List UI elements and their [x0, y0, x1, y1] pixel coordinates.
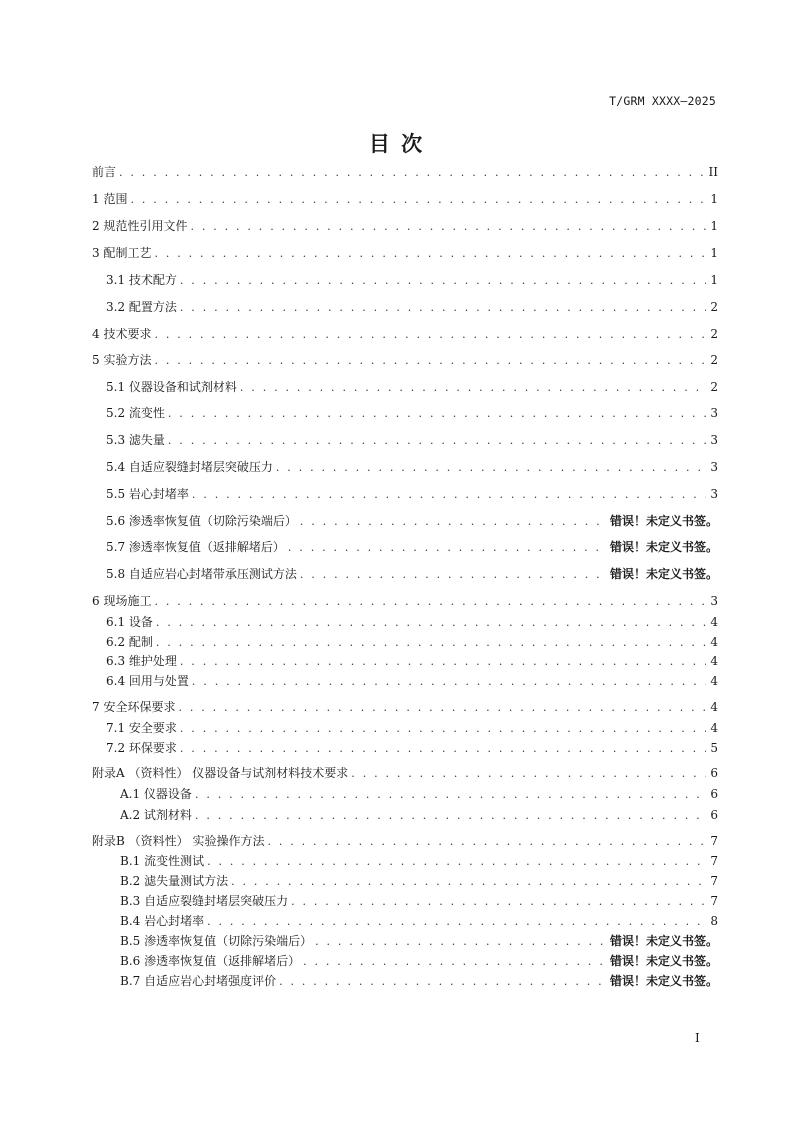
toc-entry[interactable]	[106, 652, 718, 670]
toc-dot-leader	[300, 513, 606, 530]
toc-dot-leader	[267, 833, 706, 850]
toc-entry-page: 错误！未定义书签。	[609, 567, 718, 581]
toc-entry[interactable]	[106, 633, 718, 651]
toc-entry-page: 错误！未定义书签。	[609, 934, 718, 948]
toc-entry[interactable]	[92, 832, 718, 850]
toc-dot-leader	[168, 432, 706, 449]
toc-entry[interactable]	[120, 972, 718, 990]
toc-entry-label: 3.2 配置方法	[106, 300, 177, 314]
toc-entry[interactable]	[92, 217, 718, 235]
toc-entry-label: 5.1 仪器设备和试剂材料	[106, 380, 237, 394]
toc-entry[interactable]	[92, 351, 718, 369]
toc-dot-leader	[300, 566, 606, 583]
toc-dot-leader	[178, 699, 706, 716]
toc-entry-page: 3	[710, 594, 718, 608]
toc-entry-page: 7	[710, 854, 718, 868]
toc-entry-page: 6	[710, 766, 718, 780]
toc-dot-leader	[154, 326, 706, 343]
toc-dot-leader	[192, 486, 706, 503]
toc-dot-leader	[279, 973, 606, 990]
toc-entry-label: B.5 渗透率恢复值（切除污染端后）	[120, 934, 313, 948]
toc-entry-label: 5.8 自适应岩心封堵带承压测试方法	[106, 567, 297, 581]
toc-entry-label: 4 技术要求	[92, 327, 152, 341]
toc-entry-label: 3.1 技术配方	[106, 273, 177, 287]
toc-entry-page: 错误！未定义书签。	[609, 974, 718, 988]
toc-dot-leader	[207, 913, 706, 930]
toc-dot-leader	[154, 593, 706, 610]
toc-entry-label: A.2 试剂材料	[120, 808, 192, 822]
toc-entry[interactable]	[120, 912, 718, 930]
toc-dot-leader	[180, 653, 706, 670]
toc-entry[interactable]	[106, 719, 718, 737]
toc-entry-label: B.6 渗透率恢复值（返排解堵后）	[120, 954, 301, 968]
toc-entry-page: 4	[710, 721, 718, 735]
toc-entry-label: 5 实验方法	[92, 353, 152, 367]
toc-entry-page: 2	[710, 353, 718, 367]
toc-entry-label: 附录B （资料性） 实验操作方法	[92, 834, 265, 848]
toc-entry-page: 8	[710, 914, 718, 928]
toc-entry-page: 3	[710, 460, 718, 474]
toc-entry-label: 3 配制工艺	[92, 246, 152, 260]
toc-entry-page: 5	[710, 741, 718, 755]
toc-entry[interactable]	[120, 806, 718, 824]
toc-entry[interactable]	[92, 592, 718, 610]
toc-entry-label: 7.2 环保要求	[106, 741, 177, 755]
toc-entry[interactable]	[92, 163, 718, 181]
toc-dot-leader	[180, 272, 706, 289]
toc-entry-page: 2	[710, 300, 718, 314]
toc-dot-leader	[168, 405, 706, 422]
toc-entry-page: 1	[710, 246, 718, 260]
toc-entry-label: 6.4 回用与处置	[106, 674, 189, 688]
toc-entry-label: 6 现场施工	[92, 594, 152, 608]
toc-dot-leader	[154, 352, 706, 369]
toc-dot-leader	[288, 539, 606, 556]
toc-entry-page: 6	[710, 808, 718, 822]
toc-entry-page: 4	[710, 615, 718, 629]
toc-dot-leader	[180, 299, 706, 316]
toc-entry-label: 1 范围	[92, 192, 128, 206]
toc-entry[interactable]	[106, 485, 718, 503]
toc-dot-leader	[231, 873, 706, 890]
toc-dot-leader	[351, 765, 706, 782]
toc-entry[interactable]	[120, 872, 718, 890]
toc-dot-leader	[119, 164, 705, 181]
toc-entry-page: 7	[710, 834, 718, 848]
toc-entry[interactable]	[106, 565, 718, 583]
toc-entry-page: 4	[710, 654, 718, 668]
toc-dot-leader	[195, 807, 706, 824]
toc-entry[interactable]	[120, 852, 718, 870]
toc-entry-label: 5.4 自适应裂缝封堵层突破压力	[106, 460, 273, 474]
toc-entry-page: 4	[710, 674, 718, 688]
toc-entry-label: 6.3 维护处理	[106, 654, 177, 668]
toc-entry-label: 6.1 设备	[106, 615, 153, 629]
toc-entry-label: 7 安全环保要求	[92, 700, 176, 714]
toc-dot-leader	[156, 614, 706, 631]
toc-entry-label: 6.2 配制	[106, 635, 153, 649]
toc-entry[interactable]	[106, 672, 718, 690]
toc-entry[interactable]	[120, 785, 718, 803]
toc-entry[interactable]	[106, 538, 718, 556]
toc-entry-page: 错误！未定义书签。	[609, 954, 718, 968]
toc-entry-label: 附录A （资料性） 仪器设备与试剂材料技术要求	[92, 766, 349, 780]
toc-entry[interactable]	[92, 764, 718, 782]
toc-entry[interactable]	[106, 739, 718, 757]
toc-dot-leader	[207, 853, 706, 870]
toc-entry-page: 7	[710, 894, 718, 908]
toc-entry-label: B.1 流变性测试	[120, 854, 205, 868]
toc-entry-page: 3	[710, 433, 718, 447]
toc-entry[interactable]	[106, 271, 718, 289]
toc-dot-leader	[180, 720, 706, 737]
header-document-code: T/GRM XXXX—2025	[609, 94, 716, 108]
toc-dot-leader	[154, 245, 706, 262]
toc-entry-label: B.2 滤失量测试方法	[120, 874, 229, 888]
toc-entry-page: 6	[710, 787, 718, 801]
toc-entry[interactable]	[106, 378, 718, 396]
page-title: 目 次	[368, 132, 425, 156]
toc-dot-leader	[195, 786, 706, 803]
toc-entry-label: B.7 自适应岩心封堵强度评价	[120, 974, 277, 988]
toc-entry[interactable]	[106, 458, 718, 476]
toc-dot-leader	[180, 740, 706, 757]
toc-entry[interactable]	[106, 613, 718, 631]
toc-entry-page: 1	[710, 219, 718, 233]
toc-entry-page: 4	[710, 700, 718, 714]
toc-dot-leader	[240, 379, 706, 396]
toc-entry-label: 5.7 渗透率恢复值（返排解堵后）	[106, 540, 285, 554]
toc-entry[interactable]	[120, 952, 718, 970]
toc-entry-page: 3	[710, 487, 718, 501]
toc-dot-leader	[156, 634, 706, 651]
toc-dot-leader	[192, 673, 706, 690]
toc-entry[interactable]	[120, 892, 718, 910]
toc-dot-leader	[291, 893, 706, 910]
toc-entry-label: 2 规范性引用文件	[92, 219, 188, 233]
toc-entry[interactable]	[106, 431, 718, 449]
toc-entry-label: 7.1 安全要求	[106, 721, 177, 735]
toc-entry-label: B.3 自适应裂缝封堵层突破压力	[120, 894, 289, 908]
toc-entry-label: 前言	[92, 165, 117, 179]
toc-dot-leader	[190, 218, 706, 235]
page-number: I	[695, 1031, 700, 1045]
toc-entry[interactable]	[106, 512, 718, 530]
toc-entry-page: 2	[710, 327, 718, 341]
toc-entry-label: A.1 仪器设备	[120, 787, 192, 801]
toc-entry-page: 1	[710, 192, 718, 206]
toc-entry-page: 1	[710, 273, 718, 287]
toc-entry-page: 7	[710, 874, 718, 888]
toc-entry[interactable]	[92, 698, 718, 716]
toc-entry[interactable]	[92, 190, 718, 208]
toc-entry-page: 错误！未定义书签。	[609, 514, 718, 528]
toc-entry[interactable]	[106, 404, 718, 422]
toc-entry-label: 5.3 滤失量	[106, 433, 165, 447]
toc-entry[interactable]	[92, 325, 718, 343]
toc-entry[interactable]	[120, 932, 718, 950]
toc-entry-page: 4	[710, 635, 718, 649]
toc-entry-page: 错误！未定义书签。	[609, 540, 718, 554]
toc-dot-leader	[130, 191, 706, 208]
toc-entry-page: II	[708, 165, 718, 179]
toc-dot-leader	[303, 953, 606, 970]
toc-entry-label: 5.6 渗透率恢复值（切除污染端后）	[106, 514, 297, 528]
toc-entry[interactable]	[92, 244, 718, 262]
toc-entry[interactable]	[106, 298, 718, 316]
toc-entry-label: 5.5 岩心封堵率	[106, 487, 189, 501]
toc-entry-page: 3	[710, 406, 718, 420]
toc-dot-leader	[315, 933, 606, 950]
toc-entry-label: B.4 岩心封堵率	[120, 914, 205, 928]
toc-dot-leader	[276, 459, 706, 476]
toc-entry-page: 2	[710, 380, 718, 394]
toc-entry-label: 5.2 流变性	[106, 406, 165, 420]
